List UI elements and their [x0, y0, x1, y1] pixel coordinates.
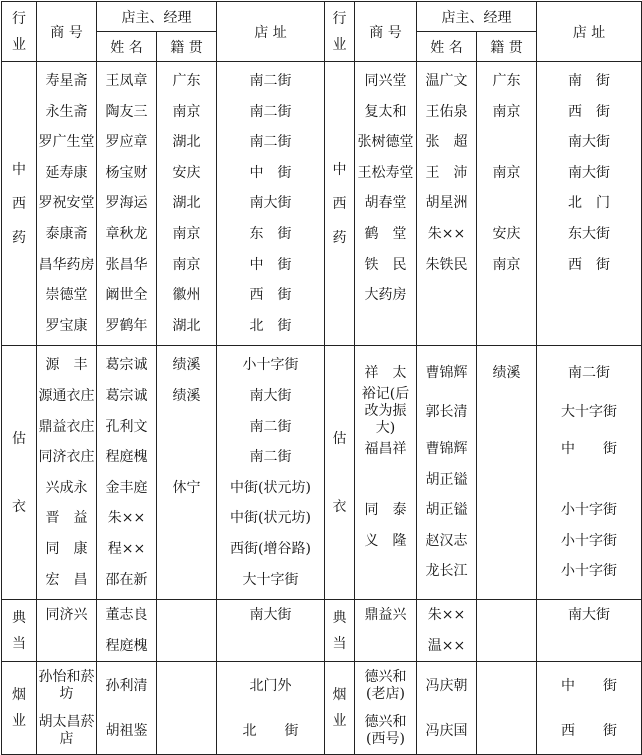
clothes-right-origins: 绩溪: [477, 346, 537, 600]
header-origin-right: 籍 贯: [477, 32, 537, 62]
header-owner: 店主、经理: [97, 2, 217, 32]
tobacco-left-addresses: 北门外 北 街: [217, 662, 325, 755]
category-pawn: 典 当: [2, 600, 37, 662]
pawn-right-owners: 朱×× 温××: [417, 600, 477, 662]
header-owner-right: 店主、经理: [417, 2, 537, 32]
pawn-right-names: 鼎益兴: [355, 600, 417, 662]
header-name-right: 商 号: [355, 2, 417, 62]
header-trade-right: 行 业: [325, 2, 355, 62]
tobacco-right-names: 德兴和(老店) 德兴和(西号): [355, 662, 417, 755]
pawn-left-owners: 董志良 程庭槐: [97, 600, 157, 662]
tobacco-right-addresses: 中 街 西 街: [537, 662, 642, 755]
medicine-left-names: 寿星斋 永生斋 罗广生堂 延寿康 罗祝安堂 泰康斋 昌华药房 崇德堂 罗宝康: [37, 62, 97, 346]
shop-register-table: [1, 1, 642, 755]
header-owner-name-right: 姓 名: [417, 32, 477, 62]
header-name: 商 号: [37, 2, 97, 62]
medicine-left-owners: 王凤章 陶友三 罗应章 杨宝财 罗海运 章秋龙 张昌华 阚世全 罗鹤年: [97, 62, 157, 346]
pawn-right-addresses: 南大街: [537, 600, 642, 662]
medicine-left-origins: 广东 南京 湖北 安庆 湖北 南京 南京 徽州 湖北: [157, 62, 217, 346]
tobacco-right-origins: [477, 662, 537, 755]
pawn-right-origins: [477, 600, 537, 662]
medicine-right-names: 同兴堂 复太和 张树德堂 王松寿堂 胡春堂 鹤 堂 铁 民 大药房: [355, 62, 417, 346]
tobacco-left-owners: 孙利清 胡祖鉴: [97, 662, 157, 755]
clothes-left-owners: 葛宗诚 葛宗诚 孔利文 程庭槐 金丰庭 朱×× 程×× 邵在新: [97, 346, 157, 600]
category-pawn-right: 典 当: [325, 600, 355, 662]
clothes-left-names: 源 丰 源通衣庄 鼎益衣庄 同济衣庄 兴成永 晋 益 同 康 宏 昌: [37, 346, 97, 600]
category-medicine-right: 中 西 药: [325, 62, 355, 346]
tobacco-left-names: 孙怡和菸坊 胡太昌菸店: [37, 662, 97, 755]
tobacco-right-owners: 冯庆朝 冯庆国: [417, 662, 477, 755]
clothes-right-addresses: 南二街 大十字街 中 街 小十字街 小十字街 小十字街: [537, 346, 642, 600]
category-clothes: 估 衣: [2, 346, 37, 600]
header-owner-name: 姓 名: [97, 32, 157, 62]
tobacco-left-origins: [157, 662, 217, 755]
medicine-right-origins: 广东 南京 南京 安庆 南京: [477, 62, 537, 346]
category-tobacco-right: 烟 业: [325, 662, 355, 755]
category-clothes-right: 估 衣: [325, 346, 355, 600]
clothes-left-origins: 绩溪 绩溪 休宁: [157, 346, 217, 600]
clothes-left-addresses: 小十字街 南大街 南二街 南二街 中街(状元坊) 中街(状元坊) 西街(增谷路) 大十字街: [217, 346, 325, 600]
medicine-right-addresses: 南 街 西 街 南大街 南大街 北 门 东大街 西 街: [537, 62, 642, 346]
clothes-right-names: 祥 太 裕记(后改为振大) 福昌祥 同 泰 义 隆: [355, 346, 417, 600]
medicine-left-addresses: 南二街 南二街 南二街 中 街 南大街 东 街 中 街 西 街 北 街: [217, 62, 325, 346]
pawn-left-addresses: 南大街: [217, 600, 325, 662]
category-medicine: 中 西 药: [2, 62, 37, 346]
clothes-right-owners: 曹锦辉 郭长清 曹锦辉 胡正镒 胡正镒 赵汉志 龙长江: [417, 346, 477, 600]
header-address: 店 址: [217, 2, 325, 62]
category-tobacco: 烟 业: [2, 662, 37, 755]
header-origin: 籍 贯: [157, 32, 217, 62]
header-address-right: 店 址: [537, 2, 642, 62]
pawn-left-origins: [157, 600, 217, 662]
medicine-right-owners: 温广文 王佑泉 张 超 王 沛 胡星洲 朱×× 朱铁民: [417, 62, 477, 346]
header-trade: 行 业: [2, 2, 37, 62]
pawn-left-names: 同济兴: [37, 600, 97, 662]
